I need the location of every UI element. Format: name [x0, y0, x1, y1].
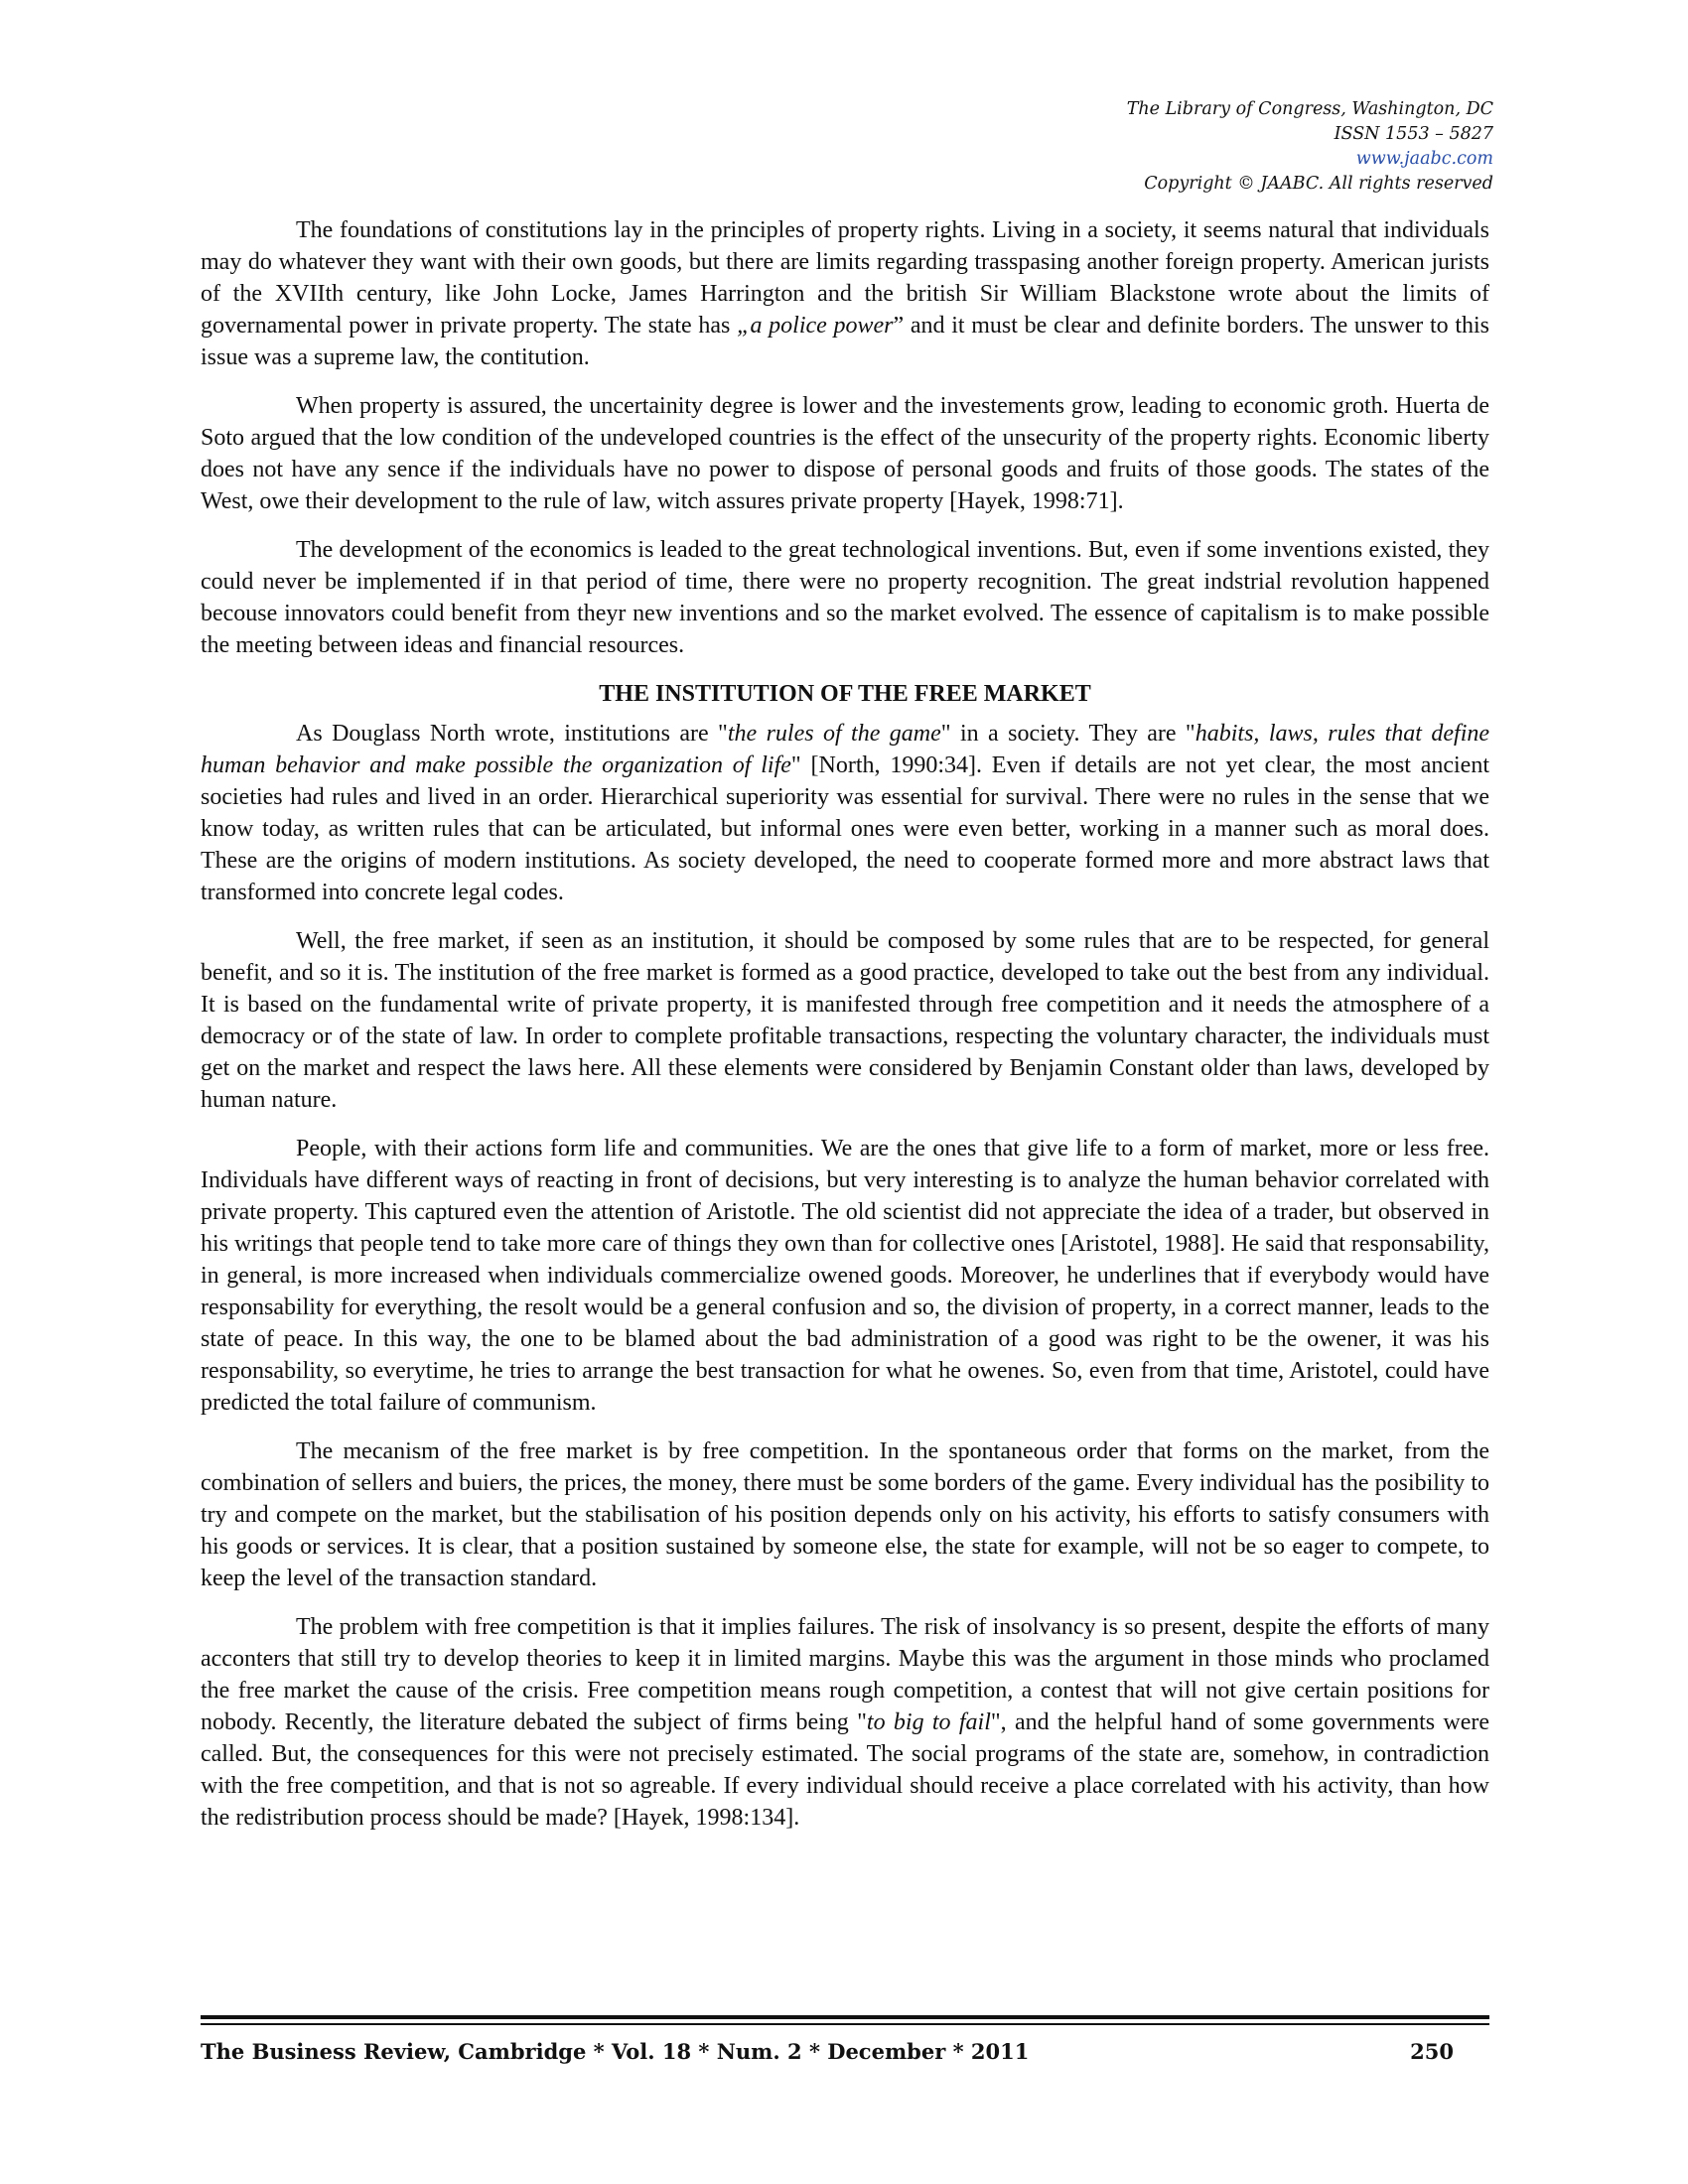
article-body [201, 214, 1489, 1850]
body-paragraph [201, 925, 1489, 1116]
body-paragraph [201, 1133, 1489, 1419]
italic-text-run: to big to fail [866, 1709, 991, 1735]
section-heading: THE INSTITUTION OF THE FREE MARKET [599, 681, 1091, 707]
text-run: ” and it must be clear and definite borders. The unswer to this issue was a supreme law, the contitution. [201, 313, 1489, 370]
page-number: 250 [1410, 2039, 1454, 2064]
footer-rule-thick [201, 2015, 1489, 2019]
header-library-line: The Library of Congress, Washington, DC [1126, 99, 1493, 119]
body-paragraph [201, 1611, 1489, 1834]
text-run: The foundations of constitutions lay in the principles of property rights. Living in a society, it seems natural that individuals may do whatever they want with their own goods, but there are limits regarding trasspasing another foreign property. American jurists of the XVIIth century, like John Locke, James Harrington and the british Sir William Blackstone wrote about the limits of governamental power in private property. The state has [201, 217, 1489, 339]
body-paragraph [201, 214, 1489, 373]
body-paragraph [201, 534, 1489, 661]
text-run: As Douglass North wrote, institutions are " [296, 721, 728, 747]
italic-text-run: habits, laws, rules that define human behavior and make possible the organization of life [201, 721, 1490, 778]
text-run: Well, the free market, if seen as an institution, it should be composed by some rules that are to be respected, for general benefit, and so it is. The institution of the free market is formed as a good practice, developed to take out the best from any individual. It is based on the fundamental write of private property, it is manifested through free competition and it needs the atmosphere of a democracy or of the state of law. In order to complete profitable transactions, respecting the voluntary character, the individuals must get on the market and respect the laws here. All these elements were considered by Benjamin Constant older than laws, developed by human nature. [201, 928, 1489, 1113]
footer-journal-info: The Business Review, Cambridge * Vol. 18 * Num. 2 * December * 2011 [201, 2039, 1030, 2064]
footer-rule-thin [201, 2023, 1489, 2025]
italic-text-run: „a police power [737, 313, 894, 339]
running-footer [201, 2039, 1489, 2073]
body-paragraph [201, 390, 1489, 517]
header-issn-line: ISSN 1553 – 5827 [1334, 124, 1493, 144]
body-paragraph [201, 1435, 1489, 1594]
text-run: The mecanism of the free market is by free competition. In the spontaneous order that forms on the market, from the combination of sellers and buiers, the prices, the money, there must be some borders of the game. Every individual has the posibility to try and compete on the market, but the stabilisation of his position depends only on his activity, his efforts to satisfy consumers with his goods or services. It is clear, that a position sustained by someone else, the state for example, will not be so eager to compete, to keep the level of the transaction standard. [201, 1438, 1489, 1591]
text-run: People, with their actions form life and communities. We are the ones that give life to a form of market, more or less free. Individuals have different ways of reacting in front of decisions, but very interesting is to analyze the human behavior correlated with private property. This captured even the attention of Aristotle. The old scientist did not appreciate the idea of a trader, but observed in his writings that people tend to take more care of things they own than for collective ones [Aristotel, 1988]. He said that responsability, in general, is more increased when individuals commercialize owened goods. Moreover, he underlines that if everybody would have responsability for everything, the resolt would be a general confusion and so, the division of property, in a correct manner, leads to the state of peace. In this way, the one to be blamed about the bad administration of a good was right to be the owener, it was his responsability, so everytime, he tries to arrange the best transaction for what he owenes. So, even from that time, Aristotel, could have predicted the total failure of communism. [201, 1136, 1489, 1416]
running-header [898, 97, 1493, 197]
header-copyright-line: Copyright © JAABC. All rights reserved [1144, 174, 1493, 194]
italic-text-run: the rules of the game [727, 721, 941, 747]
text-run: " in a society. They are " [940, 721, 1196, 747]
text-run: The problem with free competition is that it implies failures. The risk of insolvancy is so present, despite the efforts of many acconters that still try to develop theories to keep it in limited margins. Maybe this was the argument in those minds who proclamed the free market the cause of the crisis. Free competition means rough competition, a contest that will not give certain positions for nobody. Recently, the literature debated the subject of firms being " [201, 1614, 1489, 1735]
text-run: The development of the economics is leaded to the great technological inventions. But, even if some inventions existed, they could never be implemented if in that period of time, there were no property recognition. The great indstrial revolution happened becouse innovators could benefit from theyr new inventions and so the market evolved. The essence of capitalism is to make possible the meeting between ideas and financial resources. [201, 537, 1489, 658]
header-website-link[interactable]: www.jaabc.com [1355, 149, 1493, 169]
text-run: When property is assured, the uncertainity degree is lower and the investements grow, leading to economic groth. Huerta de Soto argued that the low condition of the undeveloped countries is the effect of the unsecurity of the property rights. Economic liberty does not have any sence if the individuals have no power to dispose of personal goods and fruits of those goods. The states of the West, owe their development to the rule of law, witch assures private property [Hayek, 1998:71]. [201, 393, 1489, 514]
text-run: " [North, 1990:34]. Even if details are not yet clear, the most ancient societies had rules and lived in an order. Hierarchical superiority was essential for survival. There were no rules in the sense that we know today, as written rules that can be articulated, but informal ones were even better, working in a manner such as moral does. These are the origins of modern institutions. As society developed, the need to cooperate formed more and more abstract laws that transformed into concrete legal codes. [201, 752, 1490, 905]
text-run: ", and the helpful hand of some governments were called. But, the consequences for this were not precisely estimated. The social programs of the state are, somehow, in contradiction with the free competition, and that is not so agreable. If every individual should receive a place correlated with his activity, than how the redistribution process should be made? [Hayek, 1998:134]. [201, 1709, 1490, 1831]
body-paragraph [201, 718, 1489, 908]
